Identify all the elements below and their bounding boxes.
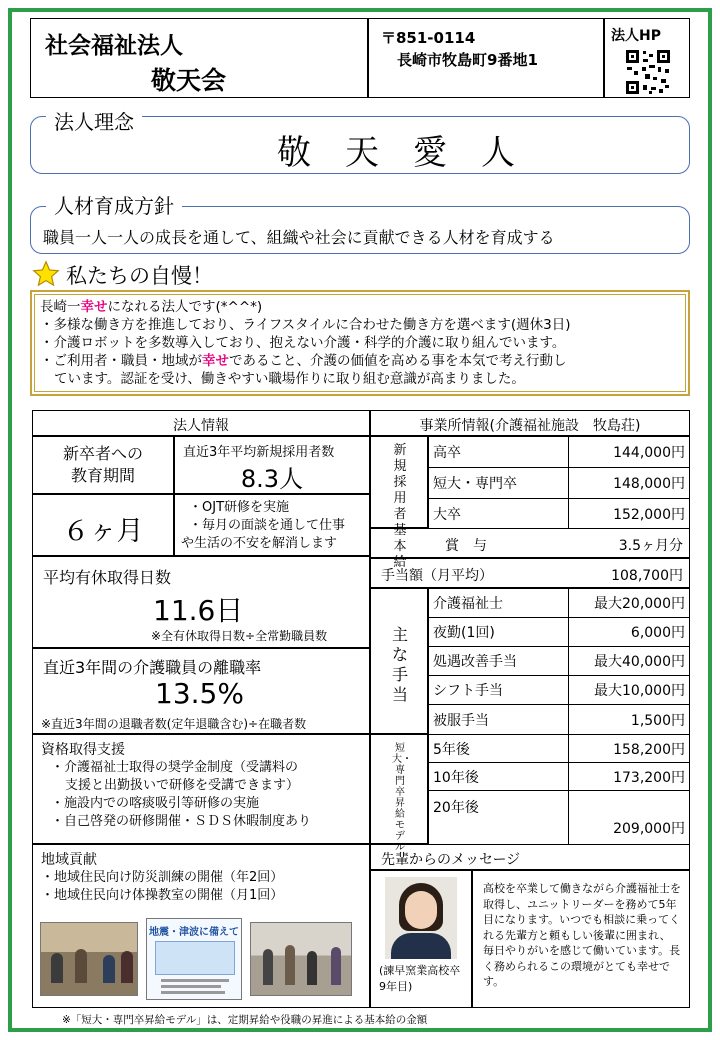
org-name: 敬天会 xyxy=(151,66,227,95)
allowance-table xyxy=(428,588,690,735)
allowance-label: 被服手当 xyxy=(429,705,569,735)
address-box xyxy=(368,18,604,98)
footnote: ※「短大・専門卒昇給モデル」は、定期昇給や役職の昇進による基本給の金額 xyxy=(62,1014,428,1026)
homepage-box xyxy=(604,18,690,98)
qr-code-icon[interactable] xyxy=(625,49,671,95)
training-label-1: 新卒者への xyxy=(62,444,143,463)
bonus-value: 3.5ヶ月分 xyxy=(618,538,683,554)
model-value: 158,200円 xyxy=(569,735,690,763)
pride-line-2: ・多様な働き方を推進しており、ライフスタイルに合わせた働き方を選べます(週休3日) xyxy=(40,317,571,333)
pride-line-5: ています。認証を受け、働きやすい職場作りに取り組む意識が高まりました。 xyxy=(54,371,525,387)
corp-header xyxy=(32,410,370,436)
leave-box xyxy=(32,556,370,648)
leave-value: 11.6日 xyxy=(153,594,244,627)
allowance-value: 1,500円 xyxy=(569,705,690,735)
postal-code: 〒851-0114 xyxy=(381,29,476,47)
pride-happy-2: 幸せ xyxy=(202,353,229,369)
leave-label: 平均有休取得日数 xyxy=(43,568,172,587)
poster-title: 地震・津波に備えて xyxy=(149,927,239,938)
model-row xyxy=(429,791,690,845)
community-poster xyxy=(146,918,242,1000)
pride-box xyxy=(30,290,690,396)
model-label: 5年後 xyxy=(429,735,569,763)
community-photo-1 xyxy=(40,922,138,996)
training-label-box xyxy=(32,436,174,494)
salary-label: 短大・専門卒 xyxy=(429,468,569,499)
qualification-1: ・介護福祉士取得の奨学金制度（受講料の xyxy=(51,760,299,775)
pride-title: 私たちの自慢！ xyxy=(66,264,213,288)
salary-value: 144,000円 xyxy=(569,437,690,468)
model-row xyxy=(429,735,690,763)
homepage-label: 法人HP xyxy=(611,28,661,44)
allowance-value: 最大40,000円 xyxy=(569,647,690,676)
allowance-total-label: 手当額（月平均） xyxy=(381,568,493,584)
qualification-2: 支援と出勤扱いで研修を受講できます） xyxy=(65,778,300,793)
model-row xyxy=(429,763,690,791)
pride-line-1 xyxy=(40,298,680,316)
training-label-2: 教育期間 xyxy=(70,466,135,485)
office-header-text: 事業所情報(介護福祉施設 牧島荘) xyxy=(419,418,641,434)
senior-photo xyxy=(385,877,457,959)
philosophy-text: 敬 天 愛 人 xyxy=(277,133,515,173)
message-body-box xyxy=(472,870,690,1008)
salary-model-label: 短大・専門卒昇給モデル xyxy=(392,743,412,853)
model-value: 173,200円 xyxy=(569,763,690,791)
main-allowance-label-box xyxy=(370,588,428,734)
model-value: 209,000円 xyxy=(569,791,690,845)
model-label: 10年後 xyxy=(429,763,569,791)
community-title: 地域貢献 xyxy=(41,852,97,868)
base-salary-label: 新規採用者基本給 xyxy=(393,443,407,570)
allowance-label: 処遇改善手当 xyxy=(429,647,569,676)
pride-line-1-a: 長崎一 xyxy=(40,299,81,315)
salary-model-table xyxy=(428,734,690,845)
senior-photo-box xyxy=(370,870,472,1008)
allowance-row xyxy=(429,589,690,618)
message-header xyxy=(370,844,690,870)
message-title: 先輩からのメッセージ xyxy=(381,852,521,868)
turnover-value: 13.5% xyxy=(155,677,244,710)
turnover-box xyxy=(32,648,370,734)
salary-value: 148,000円 xyxy=(569,468,690,499)
philosophy-label: 法人理念 xyxy=(46,106,142,135)
salary-label: 高卒 xyxy=(429,437,569,468)
training-note-box xyxy=(174,494,370,556)
salary-row xyxy=(429,437,690,468)
org-type: 社会福祉法人 xyxy=(45,33,183,59)
message-text: 高校を卒業して働きながら介護福祉士を取得し、ユニットリーダーを務めて5年目になります。いつでも相談に乗ってくれる先輩方と頼もしい後輩に囲まれ、毎日やりがいを感じて働いています。長く務められるこの環境がとても幸せです。 xyxy=(483,882,681,988)
qualification-4: ・自己啓発の研修開催・ＳＤＳ休暇制度あり xyxy=(51,814,312,829)
qualification-3: ・施設内での喀痰吸引等研修の実施 xyxy=(51,796,260,811)
salary-row xyxy=(429,499,690,529)
hire-label: 直近3年平均新規採用者数 xyxy=(183,445,335,460)
salary-value: 152,000円 xyxy=(569,499,690,529)
org-name-box xyxy=(30,18,368,98)
pride-line-4-c: であること、介護の価値を高める事を本気で考え行動し xyxy=(229,353,567,369)
leave-note: ※全有休取得日数÷全常勤職員数 xyxy=(151,629,328,643)
star-icon xyxy=(32,260,60,288)
allowance-row xyxy=(429,705,690,735)
hr-policy-text: 職員一人一人の成長を通して、組織や社会に貢献できる人材を育成する xyxy=(43,228,555,247)
turnover-label: 直近3年間の介護職員の離職率 xyxy=(43,658,262,677)
address: 長崎市牧島町9番地1 xyxy=(397,51,538,69)
community-photo-2 xyxy=(250,922,352,996)
corp-header-text: 法人情報 xyxy=(173,418,229,434)
training-note-3: や生活の不安を解消します xyxy=(181,536,338,551)
model-label: 20年後 xyxy=(429,791,569,845)
pride-line-4-a: ・ご利用者・職員・地域が xyxy=(40,353,202,369)
allowance-value: 最大20,000円 xyxy=(569,589,690,618)
allowance-value: 最大10,000円 xyxy=(569,676,690,705)
training-value: ６ヶ月 xyxy=(62,516,144,547)
pride-line-3: ・介護ロボットを多数導入しており、抱えない介護・科学的介護に取り組んでいます。 xyxy=(40,335,566,351)
allowance-total-value: 108,700円 xyxy=(611,568,683,584)
pride-line-1-c: になれる法人です(*^^*) xyxy=(107,299,263,315)
salary-label: 大卒 xyxy=(429,499,569,529)
allowance-label: 夜勤(1回) xyxy=(429,618,569,647)
base-salary-label-box xyxy=(370,436,428,570)
salary-model-label-box xyxy=(370,734,428,853)
training-value-box xyxy=(32,494,174,556)
bonus-row xyxy=(370,528,690,558)
allowance-row xyxy=(429,676,690,705)
community-2: ・地域住民向け体操教室の開催（月1回） xyxy=(41,888,284,903)
community-1: ・地域住民向け防災訓練の開催（年2回） xyxy=(41,870,284,885)
office-header xyxy=(370,410,690,436)
bonus-label: 賞 与 xyxy=(445,538,487,554)
pride-happy-1: 幸せ xyxy=(80,299,108,315)
allowance-row xyxy=(429,647,690,676)
training-note-2: ・毎月の面談を通して仕事 xyxy=(189,518,346,533)
qualification-box xyxy=(32,734,370,844)
salary-row xyxy=(429,468,690,499)
hire-value: 8.3人 xyxy=(240,465,304,493)
hr-policy-label: 人材育成方針 xyxy=(46,190,182,219)
training-note-1: ・OJT研修を実施 xyxy=(189,500,290,515)
allowance-label: シフト手当 xyxy=(429,676,569,705)
main-allowance-label: 主な手当 xyxy=(391,625,408,704)
allowance-value: 6,000円 xyxy=(569,618,690,647)
base-salary-table xyxy=(428,436,690,529)
allowance-label: 介護福祉士 xyxy=(429,589,569,618)
qualification-title: 資格取得支援 xyxy=(41,742,125,758)
allowance-row xyxy=(429,618,690,647)
turnover-note: ※直近3年間の退職者数(定年退職含む)÷在職者数 xyxy=(41,717,307,731)
pride-line-4 xyxy=(40,352,680,370)
senior-caption: (諫早窯業高校卒 9年目) xyxy=(379,964,472,993)
hire-box xyxy=(174,436,370,494)
allowance-total-row xyxy=(370,558,690,588)
